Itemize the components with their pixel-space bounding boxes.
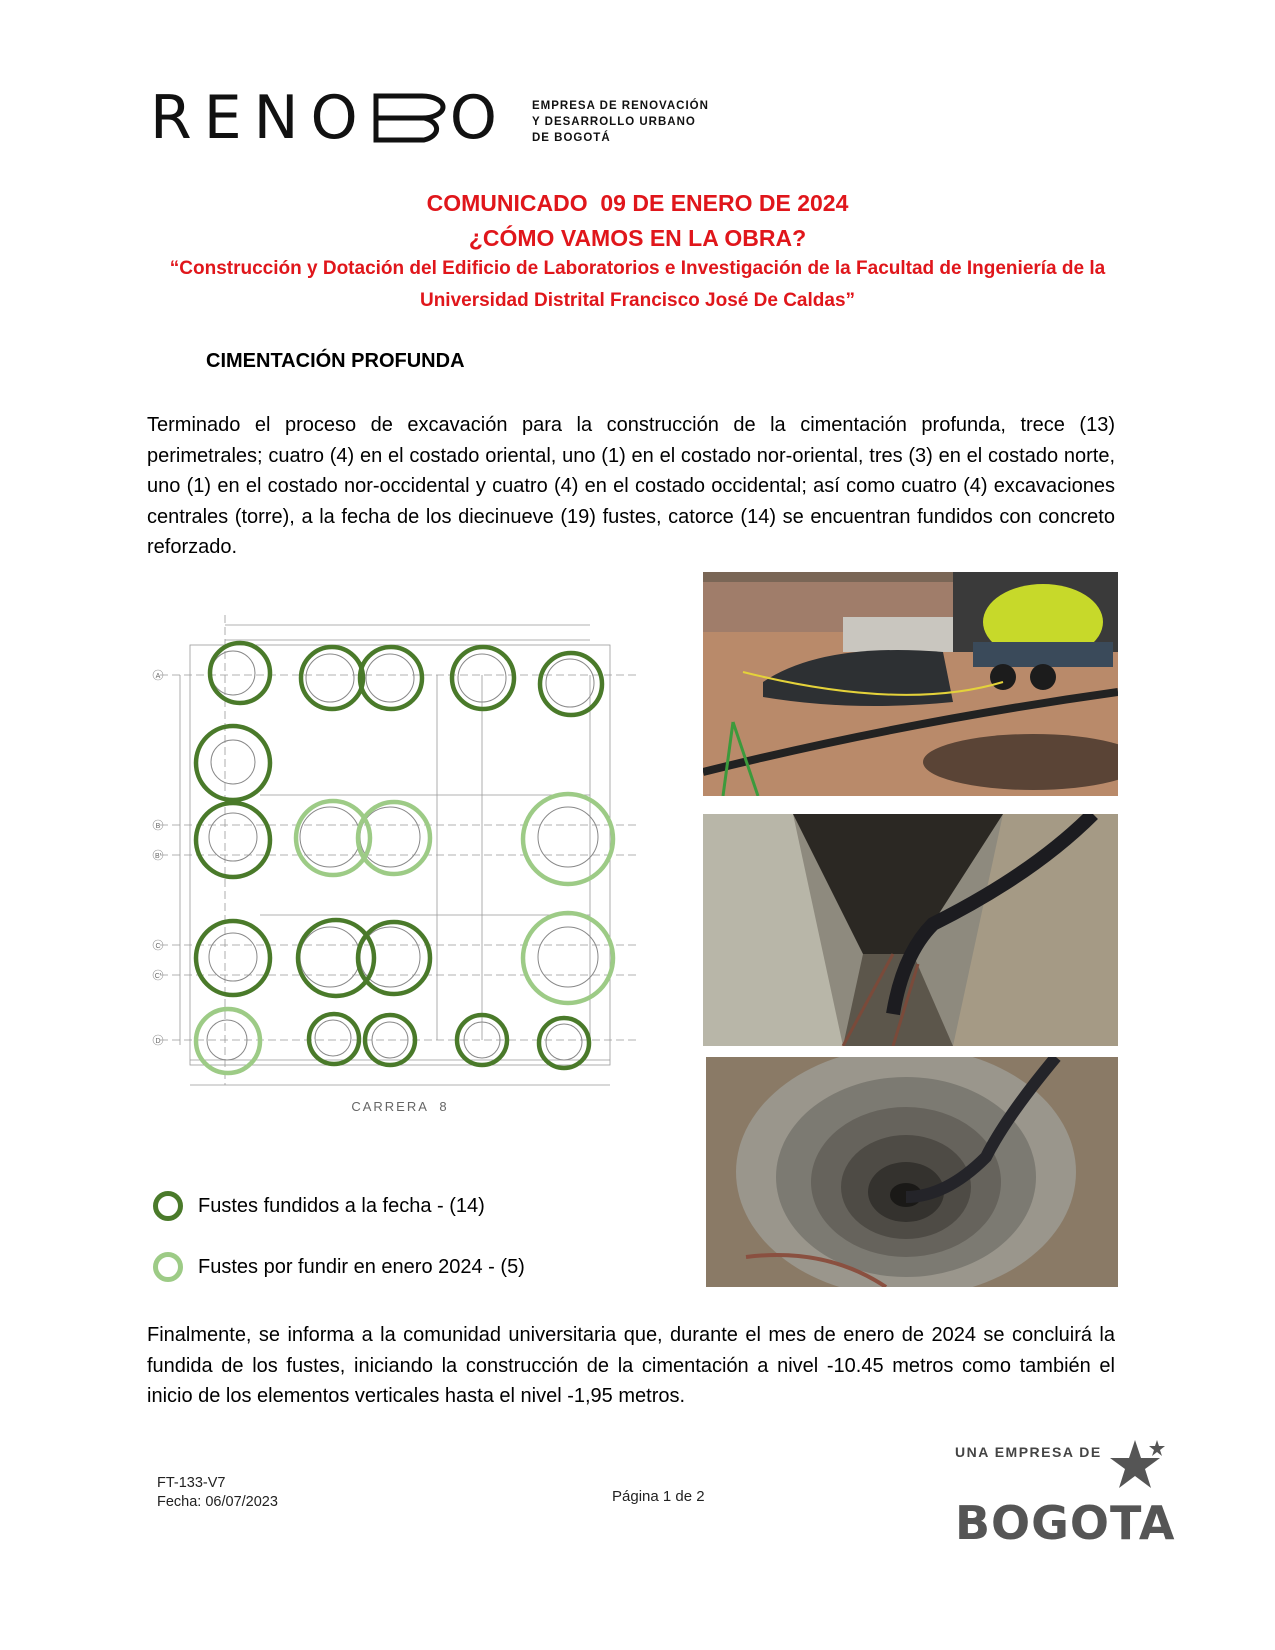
bogota-logo: [955, 1436, 1176, 1552]
legend-cast-label: Fustes fundidos a la fecha - (14): [198, 1194, 485, 1217]
shaft-photo-image: [703, 814, 1118, 1046]
circular-shaft-photo: [706, 1057, 1118, 1287]
foundation-plan-drawing: [150, 615, 670, 1175]
logo-subtitle: EMPRESA DE RENOVACIÓN Y DESARROLLO URBANO DE BOGOTÁ: [532, 100, 709, 144]
legend-light-green-ring-icon: [153, 1252, 183, 1282]
page-number: Página 1 de 2: [612, 1488, 705, 1505]
legend-pending-piles: [153, 1252, 525, 1282]
logo-text-right: O: [449, 83, 509, 153]
section-heading: CIMENTACIÓN PROFUNDA: [206, 350, 465, 372]
renobo-logo: [150, 83, 709, 153]
row-label-c-prime: C': [154, 973, 162, 980]
communique-title: COMUNICADO 09 DE ENERO DE 2024: [426, 190, 849, 216]
bogota-tagline: UNA EMPRESA DE: [955, 1444, 1102, 1460]
bogota-wordmark: BOGOTA: [955, 1496, 1176, 1550]
communique-question: ¿CÓMO VAMOS EN LA OBRA?: [468, 225, 807, 251]
legend-dark-green-ring-icon: [153, 1191, 183, 1221]
legend-pending-label: Fustes por fundir en enero 2024 - (5): [198, 1255, 525, 1278]
form-date: Fecha: 06/07/2023: [157, 1494, 278, 1510]
project-name-line2: Universidad Distrital Francisco José De Caldas”: [419, 290, 856, 311]
row-label-b-prime: B': [154, 853, 162, 860]
row-label-b: B: [155, 823, 161, 830]
site-photo-image: [703, 572, 1118, 796]
body-paragraph-2: Finalmente, se informa a la comunidad universitaria que, durante el mes de enero de 2024 se concluirá la fundida de los fustes, iniciando la construcción de la cimentación a nivel -10.45 metros como también el inicio de los elementos verticales hasta el nivel -1,95 metros.: [147, 1324, 1115, 1407]
logo-b-mark-icon: [372, 93, 446, 143]
row-label-c: C: [155, 943, 161, 950]
construction-site-photo: [703, 572, 1118, 796]
logo-text-left: RENO: [150, 83, 370, 153]
row-label-d: D: [155, 1038, 161, 1045]
street-label: CARRERA 8: [351, 1099, 449, 1114]
form-metadata: [157, 1474, 278, 1512]
legend-cast-piles: [153, 1191, 485, 1221]
project-name-line1: “Construcción y Dotación del Edificio de Laboratorios e Investigación de la Facultad de Ingeniería de la: [169, 258, 1106, 279]
star-icon: [1105, 1436, 1165, 1496]
row-label-a: A: [155, 673, 161, 680]
form-code: FT-133-V7: [157, 1475, 226, 1491]
shaft-bottom-photo-image: [706, 1057, 1118, 1287]
shaft-excavation-photo: [703, 814, 1118, 1046]
body-paragraph-1: Terminado el proceso de excavación para la construcción de la cimentación profunda, trece (13) perimetrales; cuatro (4) en el costado oriental, uno (1) en el costado nor-oriental, tres (3) en el costado norte, uno (1) en el costado nor-occidental y cuatro (4) en el costado occidental; así como cuatro (4) excavaciones centrales (torre), a la fecha de los diecinueve (19) fustes, catorce (14) se encuentran fundidos con concreto reforzado.: [147, 414, 1115, 558]
